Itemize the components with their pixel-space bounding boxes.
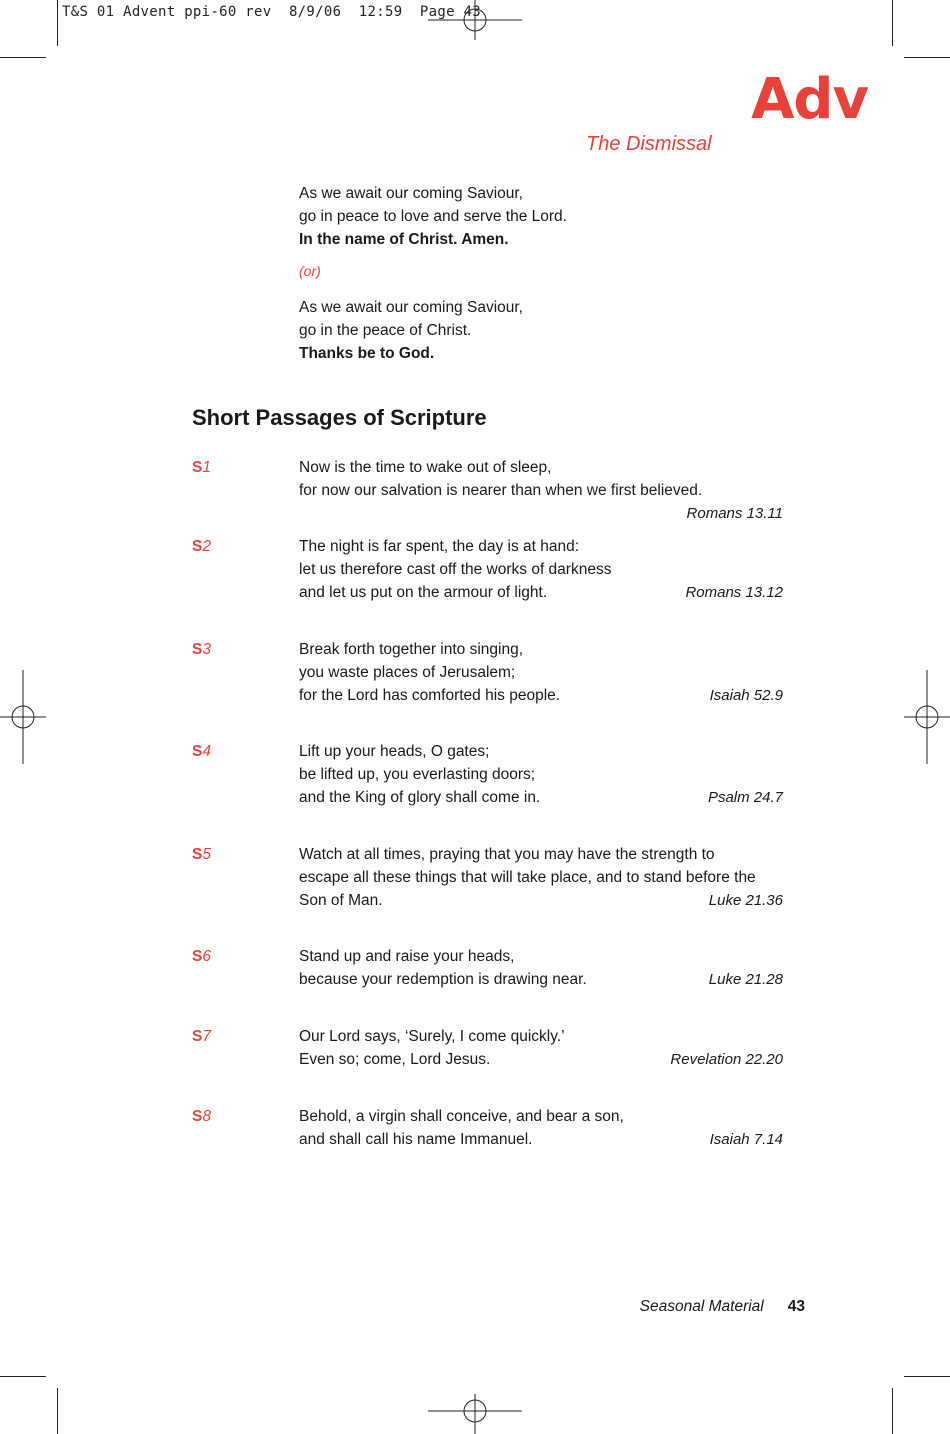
passage-text [299,456,702,502]
dismissal-line: As we await our coming Saviour, [299,299,523,316]
dismissal-response: In the name of Christ. Amen. [299,231,509,248]
passage-line: let us therefore cast off the works of darkness [299,561,612,578]
season-tag: Adv [751,67,868,132]
printer-slug: T&S 01 Advent ppi-60 rev 8/9/06 12:59 Page 43 [62,4,481,20]
passage-line: Break forth together into singing, [299,641,524,658]
dismissal-line: As we await our coming Saviour, [299,185,523,202]
passage-line: be lifted up, you everlasting doors; [299,766,536,783]
crop-mark-bottom-left-h [0,1376,46,1377]
passage-line: for the Lord has comforted his people. [299,687,561,704]
passage-reference: Isaiah 52.9 [709,687,783,704]
registration-mark-bottom-icon [428,1394,522,1434]
passage-line: Son of Man. [299,892,383,909]
passage-text [299,843,756,912]
passage-reference: Romans 13.11 [686,505,783,522]
passage-number: S6 [192,948,211,965]
registration-mark-right-icon [904,670,950,764]
passage-number: S2 [192,538,211,555]
dismissal-second-form [299,296,523,365]
dismissal-title: The Dismissal [586,133,712,155]
passage-text [299,740,540,809]
dismissal-line: go in the peace of Christ. [299,322,472,339]
passage-number: S8 [192,1108,211,1125]
page-footer [640,1298,805,1316]
passage-text [299,1105,624,1151]
passage-line: and shall call his name Immanuel. [299,1131,533,1148]
passage-line: Lift up your heads, O gates; [299,743,490,760]
passage-line: Stand up and raise your heads, [299,948,515,965]
dismissal-line: go in peace to love and serve the Lord. [299,208,567,225]
dismissal-first-form [299,182,567,251]
passage-text [299,535,611,604]
passage-text [299,945,587,991]
passage-text [299,638,560,707]
registration-mark-left-icon [0,670,46,764]
dismissal-response: Thanks be to God. [299,345,435,362]
passage-line: and the King of glory shall come in. [299,789,541,806]
passage-line: The night is far spent, the day is at hand: [299,538,580,555]
crop-mark-bottom-right-h [904,1376,950,1377]
passage-reference: Revelation 22.20 [670,1051,783,1068]
crop-mark-bottom-left-v [57,1388,58,1434]
passage-line: Watch at all times, praying that you may have the strength to [299,846,715,863]
passage-line: escape all these things that will take place, and to stand before the [299,869,756,886]
crop-mark-top-right-v [892,0,893,46]
passage-number: S7 [192,1028,211,1045]
passage-reference: Luke 21.36 [708,892,783,909]
crop-mark-bottom-right-v [892,1388,893,1434]
passage-number: S3 [192,641,211,658]
footer-label: Seasonal Material [639,1298,764,1315]
crop-mark-top-left-h [0,57,46,58]
passage-line: Even so; come, Lord Jesus. [299,1051,491,1068]
passage-number: S1 [192,459,211,476]
passage-number: S5 [192,846,211,863]
registration-mark-top-icon [428,0,522,40]
passage-line: and let us put on the armour of light. [299,584,548,601]
passage-reference: Isaiah 7.14 [709,1131,783,1148]
passage-reference: Psalm 24.7 [707,789,783,806]
passage-reference: Luke 21.28 [708,971,783,988]
passage-line: because your redemption is drawing near. [299,971,587,988]
passage-reference: Romans 13.12 [685,584,783,601]
passage-line: Our Lord says, ‘Surely, I come quickly.’ [299,1028,565,1045]
page-number: 43 [787,1298,805,1315]
section-heading: Short Passages of Scripture [192,405,487,430]
passage-line: Now is the time to wake out of sleep, [299,459,552,476]
passage-number: S4 [192,743,211,760]
passage-text [299,1025,565,1071]
passage-line: you waste places of Jerusalem; [299,664,516,681]
crop-mark-top-left-v [57,0,58,46]
crop-mark-top-right-h [904,57,950,58]
passage-line: for now our salvation is nearer than when we first believed. [299,482,703,499]
or-label: (or) [299,263,321,279]
passage-line: Behold, a virgin shall conceive, and bear a son, [299,1108,624,1125]
